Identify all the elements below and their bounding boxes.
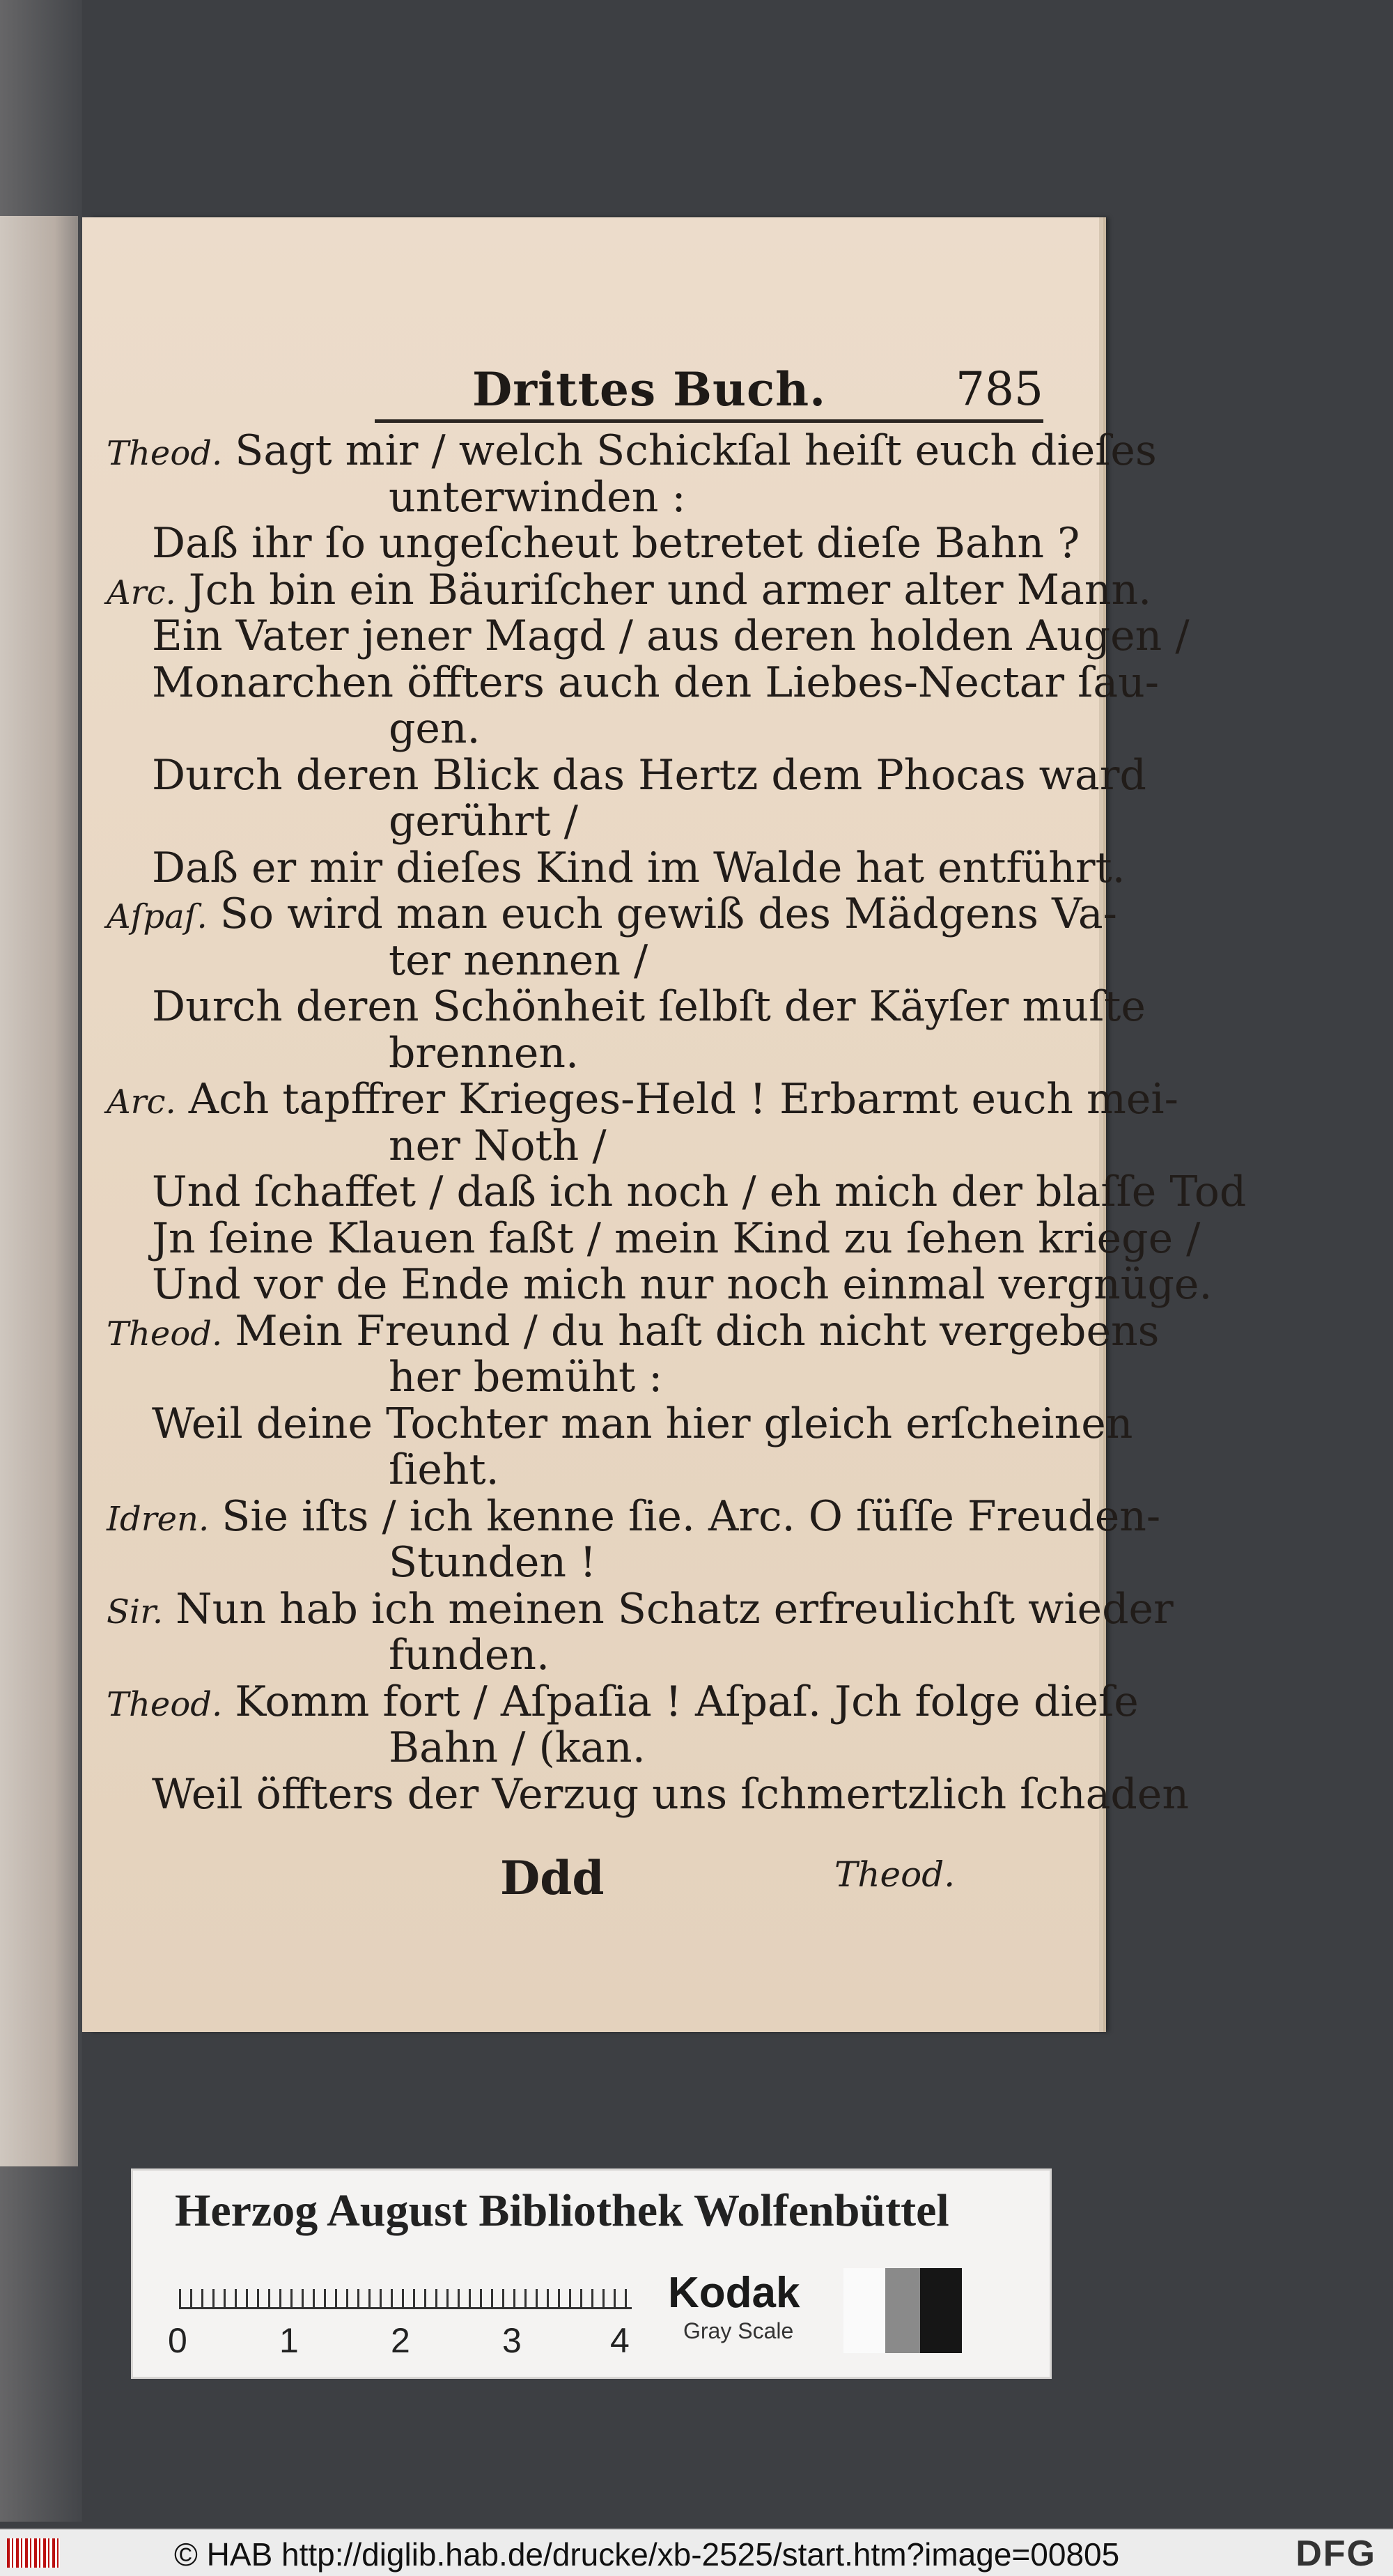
footer-bar bbox=[0, 2529, 1393, 2576]
text-line bbox=[152, 751, 1146, 800]
text-line bbox=[107, 1492, 1160, 1541]
text-line bbox=[152, 1770, 1189, 1819]
line-text: Sie iſts / ich kenne ſie. Arc. O ſüſſe Freuden- bbox=[221, 1491, 1161, 1541]
line-text: Stunden ! bbox=[389, 1538, 597, 1587]
text-line bbox=[389, 1445, 499, 1494]
barcode-icon bbox=[7, 2538, 60, 2568]
kodak-logo: Kodak bbox=[668, 2269, 800, 2317]
text-line bbox=[389, 1538, 596, 1587]
catchword: Theod. bbox=[834, 1854, 956, 1895]
text-line bbox=[107, 1307, 1159, 1356]
text-line bbox=[152, 1167, 1246, 1216]
text-line bbox=[107, 1585, 1174, 1634]
line-text: Komm fort / Aſpaſia ! Aſpaſ. Jch folge dieſe bbox=[235, 1677, 1139, 1726]
line-text: her bemüht : bbox=[389, 1353, 663, 1402]
line-text: Durch deren Blick das Hertz dem Phocas ward bbox=[152, 750, 1146, 800]
text-line bbox=[107, 426, 1157, 475]
speaker-label: Theod. bbox=[107, 1684, 223, 1724]
text-line bbox=[107, 890, 1117, 938]
text-line bbox=[389, 1723, 646, 1772]
speaker-label: Aſpaſ. bbox=[107, 897, 208, 936]
color-calibration-target bbox=[131, 2168, 1052, 2379]
line-text: Ein Vater jener Magd / aus deren holden Augen / bbox=[152, 612, 1190, 660]
text-line bbox=[107, 1677, 1139, 1726]
page-number: 785 bbox=[956, 362, 1043, 416]
line-text: ner Noth / bbox=[389, 1121, 607, 1170]
credit-link[interactable]: © HAB http://diglib.hab.de/drucke/xb-2525/start.htm?image=00805 bbox=[174, 2536, 1120, 2573]
line-text: gerührt / bbox=[389, 797, 578, 846]
gray-patch-white bbox=[843, 2268, 885, 2353]
text-line bbox=[152, 1260, 1212, 1309]
text-line bbox=[389, 1631, 550, 1679]
line-text: Jn ſeine Klauen faßt / mein Kind zu ſehen kriege / bbox=[152, 1213, 1201, 1263]
speaker-label: Sir. bbox=[107, 1592, 164, 1631]
scale-label-1: 1 bbox=[279, 2321, 299, 2360]
speaker-label: Arc. bbox=[107, 1083, 176, 1122]
text-line bbox=[152, 519, 1080, 568]
gray-scale-label: Gray Scale bbox=[683, 2318, 794, 2343]
line-text: Daß ihr ſo ungeſcheut betretet dieſe Bahn ? bbox=[152, 519, 1080, 568]
text-line bbox=[389, 704, 481, 753]
book-page bbox=[82, 217, 1247, 2032]
speaker-label: Theod. bbox=[107, 1314, 223, 1353]
scale-label-0: 0 bbox=[168, 2321, 187, 2360]
line-text: unterwinden : bbox=[389, 472, 686, 522]
text-line bbox=[389, 797, 578, 846]
text-line bbox=[389, 936, 648, 985]
line-text: funden. bbox=[389, 1631, 550, 1679]
line-text: Mein Freund / du haſt dich nicht vergebens bbox=[235, 1306, 1160, 1356]
line-text: Monarchen öffters auch den Liebes-Nectar ſau- bbox=[152, 658, 1160, 707]
line-text: Jch bin ein Bäuriſcher und armer alter Mann. bbox=[188, 565, 1152, 614]
scale-label-3: 3 bbox=[502, 2321, 522, 2360]
scale-label-4: 4 bbox=[610, 2321, 630, 2360]
line-text: gen. bbox=[389, 704, 481, 753]
scale-label-2: 2 bbox=[391, 2321, 410, 2360]
gray-patch-mid bbox=[885, 2268, 920, 2353]
line-text: ter nennen / bbox=[389, 936, 648, 985]
text-line bbox=[152, 658, 1159, 707]
running-head: Drittes Buch. bbox=[472, 362, 827, 417]
speaker-label: Idren. bbox=[107, 1499, 210, 1539]
line-text: So wird man euch gewiß des Mädgens Va- bbox=[219, 890, 1117, 938]
text-line bbox=[152, 982, 1146, 1031]
speaker-label: Arc. bbox=[107, 573, 176, 612]
line-text: brennen. bbox=[389, 1028, 579, 1078]
line-text: Nun hab ich meinen Schatz erfreulichſt wieder bbox=[176, 1584, 1174, 1634]
line-text: Weil öffters der Verzug uns ſchmertzlich ſchaden bbox=[152, 1769, 1189, 1819]
text-line bbox=[152, 844, 1126, 892]
line-text: Und vor de Ende mich nur noch einmal vergnüge. bbox=[152, 1260, 1213, 1309]
gray-patch-black bbox=[920, 2268, 962, 2353]
library-name: Herzog August Bibliothek Wolfenbüttel bbox=[175, 2185, 949, 2236]
text-line bbox=[389, 473, 686, 522]
line-text: Bahn / (kan. bbox=[389, 1723, 646, 1772]
page-header bbox=[375, 357, 1043, 423]
text-line bbox=[107, 1075, 1178, 1124]
line-text: ſieht. bbox=[389, 1445, 499, 1494]
text-line bbox=[389, 1122, 607, 1170]
text-line bbox=[389, 1353, 662, 1402]
text-line bbox=[107, 566, 1151, 614]
dfg-logo: DFG bbox=[1295, 2534, 1376, 2574]
speaker-label: Theod. bbox=[107, 434, 223, 473]
text-line bbox=[152, 1399, 1133, 1448]
signature-mark: Ddd bbox=[500, 1851, 605, 1905]
line-text: Ach tapffrer Krieges-Held ! Erbarmt euch mei- bbox=[188, 1075, 1178, 1124]
adjacent-page bbox=[0, 216, 78, 2166]
line-text: Und ſchaffet / daß ich noch / eh mich der blaſſe Tod bbox=[152, 1167, 1247, 1216]
text-line bbox=[152, 612, 1190, 660]
line-text: Sagt mir / welch Schickſal heiſt euch dieſes bbox=[235, 426, 1157, 475]
ruler-scale bbox=[179, 2261, 632, 2309]
line-text: Weil deine Tochter man hier gleich erſcheinen bbox=[152, 1399, 1133, 1448]
text-line bbox=[152, 1214, 1200, 1263]
line-text: Daß er mir dieſes Kind im Walde hat entführt. bbox=[152, 843, 1126, 892]
text-line bbox=[389, 1029, 579, 1078]
line-text: Durch deren Schönheit ſelbſt der Käyſer muſte bbox=[152, 982, 1146, 1031]
